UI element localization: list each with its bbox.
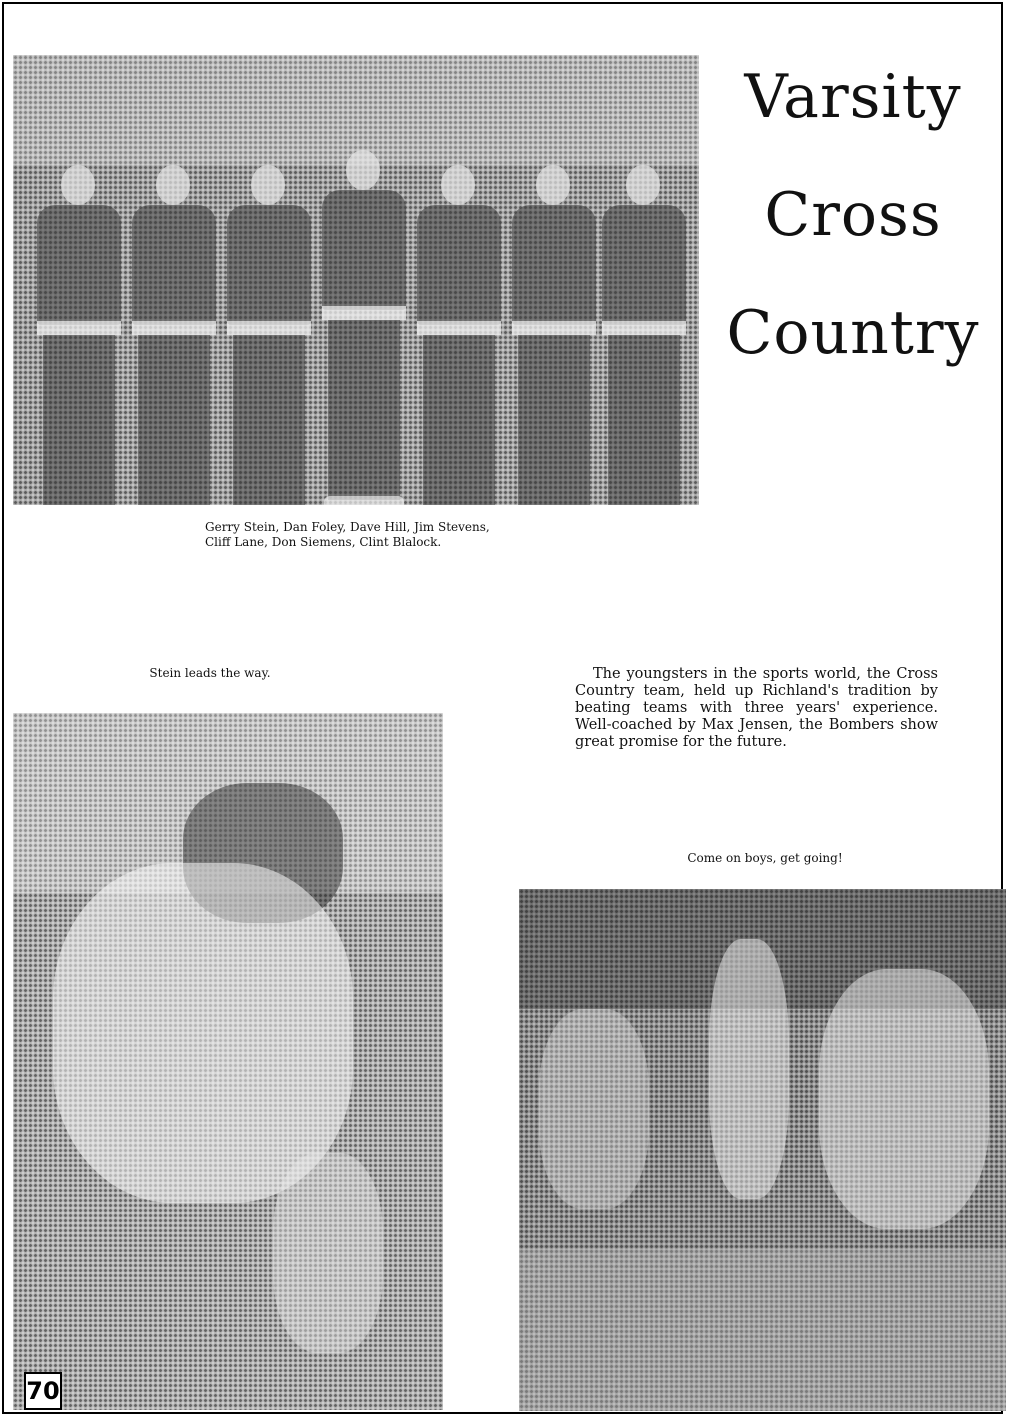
team-member-figure [318, 150, 410, 505]
title-line-2: Cross [764, 180, 942, 250]
stein-running-photo [13, 713, 443, 1410]
race-photo-caption: Come on boys, get going! [687, 851, 843, 865]
page-number: 70 [24, 1372, 62, 1410]
runner-figure [819, 969, 989, 1229]
team-member-figure [413, 165, 505, 505]
stein-photo-caption: Stein leads the way. [149, 666, 271, 680]
team-photo [13, 55, 699, 505]
team-member-figure [598, 165, 690, 505]
page-title [718, 38, 988, 392]
team-member-figure [223, 165, 315, 505]
title-line-3: Country [726, 298, 980, 368]
title-line-1: Varsity [744, 62, 962, 132]
team-photo-caption: Gerry Stein, Dan Foley, Dave Hill, Jim Stevens, Cliff Lane, Don Siemens, Clint Blalock. [205, 520, 490, 549]
fence-background [13, 55, 699, 165]
runner-leg-blur [273, 1153, 383, 1353]
team-member-figure [128, 165, 220, 505]
grass-field [519, 1249, 1006, 1411]
story-paragraph: The youngsters in the sports world, the Cross Country team, held up Richland's tradition by beating teams with three years' experience. Well-coached by Max Jensen, the Bombers show great promise for the future. [575, 666, 938, 750]
team-member-figure [33, 165, 125, 505]
team-member-figure [508, 165, 600, 505]
race-start-photo [519, 889, 1006, 1411]
runner-body-blur [53, 863, 353, 1203]
runner-figure [709, 939, 789, 1199]
runner-figure [539, 1009, 649, 1209]
